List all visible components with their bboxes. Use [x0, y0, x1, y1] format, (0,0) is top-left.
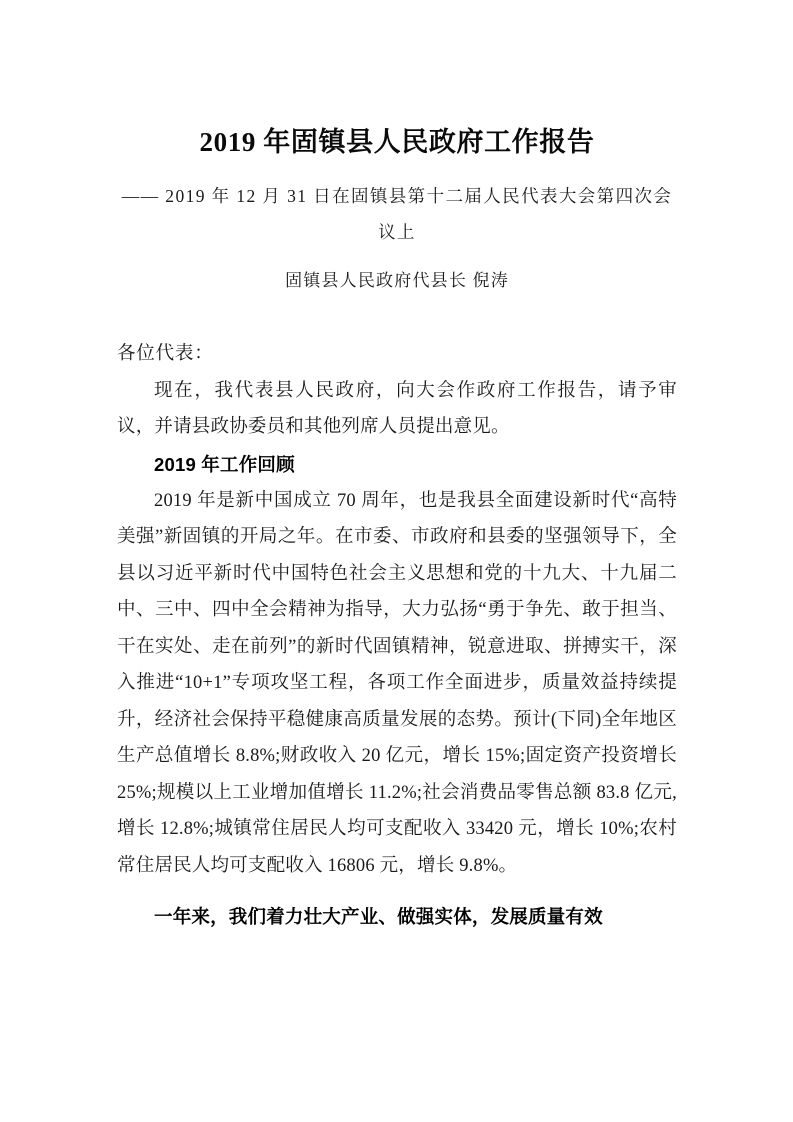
paragraph-intro: 现在，我代表县人民政府，向大会作政府工作报告，请予审议，并请县政协委员和其他列席人员提出意见。: [117, 380, 677, 438]
document-body: [117, 296, 677, 937]
document-subtitle: —— 2019 年 12 月 31 日在固镇县第十二届人民代表大会第四次会议上: [121, 185, 673, 242]
paragraph-closing: 一年来，我们着力壮大产业、做强实体，发展质量有效: [154, 908, 603, 929]
paragraph-work-review: 2019 年是新中国成立 70 周年，也是我县全面建设新时代“高特美强”新固镇的开局之年。在市委、市政府和县委的坚强领导下，全县以习近平新时代中国特色社会主义思想和党的十九大、十九届二中、三中、四中全会精神为指导，大力弘扬“勇于争先、敢于担当、干在实处、走在前列”的新时代固镇精神，锐意进取、拼搏实干，深入推进“10+1”专项攻坚工程，各项工作全面进步，质量效益持续提升，经济社会保持平稳健康高质量发展的态势。预计(下同)全年地区生产总值增长 8.8%;财政收入 20 亿元，增长 15%;固定资产投资增长 25%;规模以上工业增加值增长 11.2%;社会消费品零售总额 83.8 亿元, 增长 12.8%;城镇常住居民人均可支配收入 33420 元，增长 10%;农村常住居民人均可支配收入 16806 元，增长 9.8%。: [117, 490, 677, 876]
page-content: [117, 0, 677, 937]
document-byline: 固镇县人民政府代县长 倪涛: [285, 270, 509, 290]
section-heading-work-review: 2019 年工作回顾: [154, 453, 295, 475]
salutation: 各位代表：: [117, 343, 214, 364]
page-title: 2019 年固镇县人民政府工作报告: [199, 127, 595, 157]
